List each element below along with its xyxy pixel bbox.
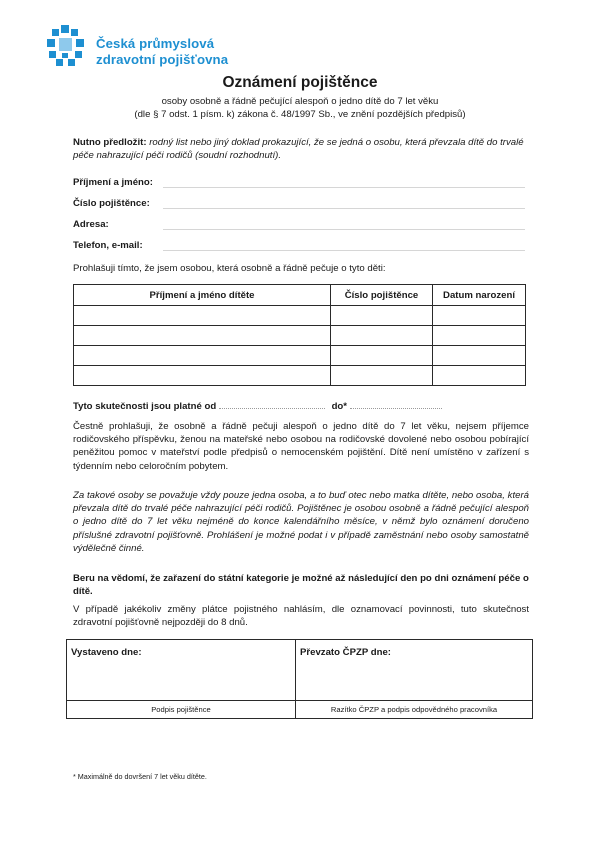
phone-email-field[interactable] [163,249,525,251]
valid-to-label: do* [331,401,348,412]
signature-cell[interactable] [67,701,296,719]
name-field[interactable] [163,186,525,188]
taken-date-cell[interactable] [296,640,533,701]
child-birth-cell[interactable] [433,346,526,366]
validity-row [73,399,529,413]
address-field[interactable] [163,228,525,230]
table-row [74,346,526,366]
children-table-header [74,285,526,306]
stamp-cell[interactable] [296,701,533,719]
child-name-cell[interactable] [74,366,331,386]
subtitle-2: (dle § 7 odst. 1 písm. k) zákona č. 48/1997 Sb., ve znění pozdějších předpisů) [134,109,466,120]
child-birth-cell[interactable] [433,366,526,386]
col-insured-number: Číslo pojištěnce [331,285,433,306]
col-birth-date: Datum narození [433,285,526,306]
child-birth-cell[interactable] [433,326,526,346]
taken-date-label: Převzato ČPZP dne: [300,647,391,658]
child-insured-cell[interactable] [331,326,433,346]
table-row [74,366,526,386]
prerequisite-note [73,136,529,162]
footnote: * Maximálně do dovršení 7 let věku dítěte. [73,772,207,781]
child-insured-cell[interactable] [331,366,433,386]
acknowledgement-paragraph: Beru na vědomí, že zařazení do státní kategorie je možné až následující den po dni oznámení péče o dítě. [73,573,529,598]
change-notice-paragraph: V případě jakékoliv změny plátce pojistného nahlásím, dle oznamovací povinnosti, tuto skutečnost zdravotní pojišťovně nejpozději do 8 dnů. [73,604,529,629]
insured-number-field[interactable] [163,207,525,209]
cpzp-logo-icon [44,24,90,70]
phone-email-label: Telefon, e-mail: [73,240,143,251]
logo-line1: Česká průmyslová [96,36,215,51]
child-insured-cell[interactable] [331,346,433,366]
table-row [74,306,526,326]
prerequisite-text: rodný list nebo jiný doklad prokazující, že se jedná o osobu, která převzala dítě do trvalé péče nahrazující péči rodičů (soudní rozhodnutí). [73,137,524,162]
stamp-label: Razítko ČPZP a podpis odpovědného pracovníka [330,705,498,714]
child-name-cell[interactable] [74,306,331,326]
col-child-name: Příjmení a jméno dítěte [74,285,331,306]
definition-paragraph: Za takové osoby se považuje vždy pouze jedna osoba, a to buď otec nebo matka dítěte, nebo osoba, která převzala dítě do trvalé péče nahrazující péči rodičů. Pojištěnec je osobou osobně a řádně pečující alespoň o jedno dítě do 7 let věku nejméně do konce kalendářního měsíce, v němž bylo oznámení doručeno příslušné zdravotní pojišťovně. Prohlášení je možné podat i v případě zaměstnání nebo osoby samostatně výdělečně činné. [73,490,529,554]
page-title: Oznámení pojištěnce [222,74,378,91]
honor-declaration: Čestně prohlašuji, že osobně a řádně pečuji alespoň o jedno dítě do 7 let věku, nejsem příjemce rodičovského příspěvku, ženou na mateřské nebo osobou na rodičovské dovolené nebo osobou pobírající peněžitou pomoc v mateřství podle předpisů o nemocenském pojištění. Dítě není umístěno v zařízení s týdenním nebo celoročním pobytem. [73,421,529,472]
child-name-cell[interactable] [74,346,331,366]
child-insured-cell[interactable] [331,306,433,326]
logo-wordmark [96,36,228,68]
table-row [74,326,526,346]
issued-date-label: Vystaveno dne: [71,647,142,658]
child-name-cell[interactable] [74,326,331,346]
child-birth-cell[interactable] [433,306,526,326]
valid-from-label: Tyto skutečnosti jsou platné od [73,401,217,412]
logo-line2: zdravotní pojišťovna [96,52,229,67]
children-declaration: Prohlašuji tímto, že jsem osobou, která osobně a řádně pečuje o tyto děti: [73,263,386,274]
subtitle-1: osoby osobně a řádně pečující alespoň o jedno dítě do 7 let věku [161,96,439,107]
name-label: Příjmení a jméno: [73,177,153,188]
insured-number-label: Číslo pojištěnce: [73,198,150,209]
prerequisite-label: Nutno předložit: [73,137,147,148]
address-label: Adresa: [73,219,109,230]
valid-to-field[interactable] [350,399,442,409]
valid-from-field[interactable] [219,399,325,409]
children-table [73,284,526,386]
signature-table [66,639,533,719]
signature-label: Podpis pojištěnce [151,705,211,714]
issued-date-cell[interactable] [67,640,296,701]
